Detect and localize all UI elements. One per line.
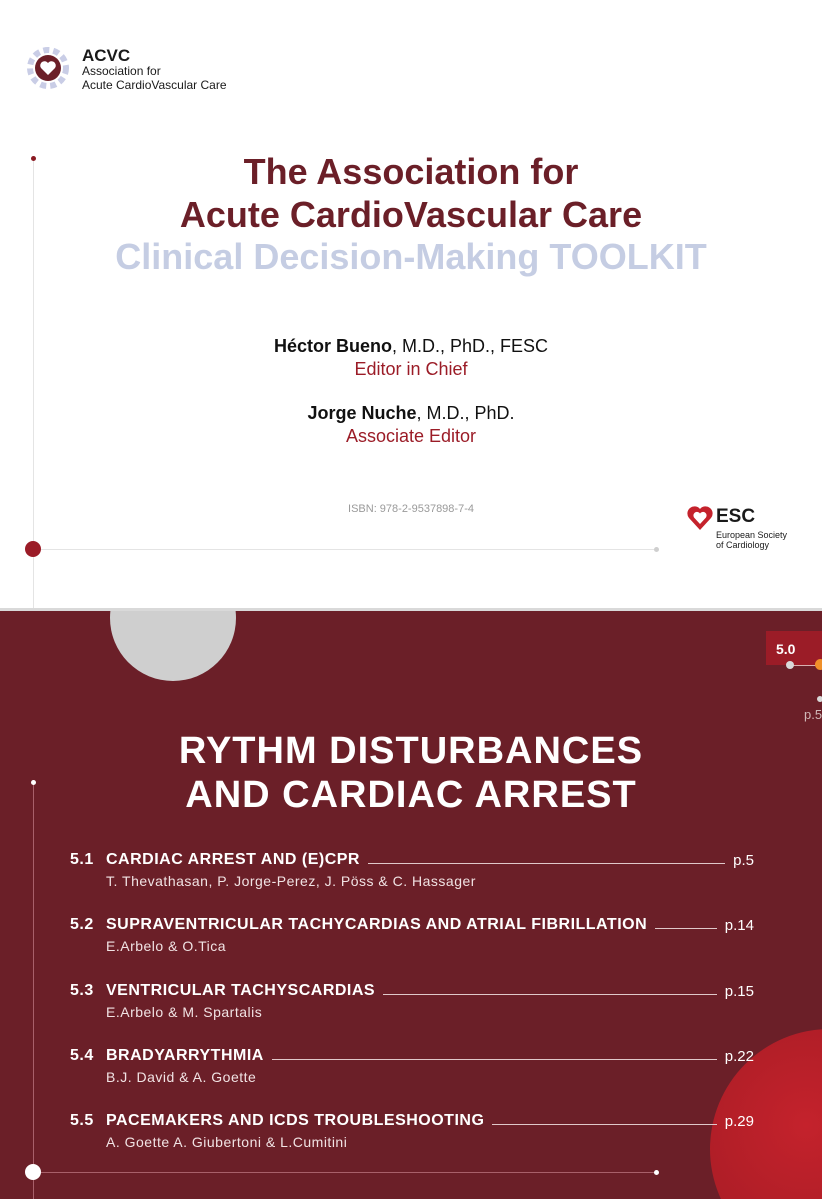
toc-title: VENTRICULAR TACHYSCARDIAS — [106, 982, 376, 999]
cover-subtitle: Clinical Decision-Making TOOLKIT — [115, 236, 707, 277]
chapter-page-ref: p.5 — [804, 707, 822, 722]
editor-chief — [0, 336, 822, 380]
toc-heading-row — [70, 851, 754, 869]
toc-page: p.15 — [724, 983, 754, 1000]
toc-item[interactable] — [70, 1047, 754, 1093]
esc-heart-logo-icon — [686, 504, 714, 532]
decorative-large-dot — [25, 541, 41, 557]
editor-role: Editor in Chief — [354, 359, 468, 379]
acvc-heart-logo-icon — [26, 46, 70, 90]
editor-name: Jorge Nuche — [307, 403, 417, 423]
toc-heading-row — [70, 982, 754, 1000]
acvc-name-line2: Acute CardioVascular Care — [82, 78, 227, 92]
toc-title: SUPRAVENTRICULAR TACHYCARDIAS AND ATRIAL FIBRILLATION — [106, 916, 648, 933]
isbn: ISBN: 978-2-9537898-7-4 — [348, 503, 474, 515]
chapter-badge: 5.0 — [766, 631, 822, 665]
toc-item[interactable] — [70, 851, 754, 897]
editor-credentials: , M.D., PhD., FESC — [391, 336, 549, 356]
toc-authors: T. Thevathasan, P. Jorge-Perez, J. Pöss & C. Hassager — [106, 873, 476, 889]
badge-small-dot — [817, 696, 822, 702]
cover-title-line2: Acute CardioVascular Care — [179, 194, 643, 235]
decorative-end-dot — [654, 547, 659, 552]
toc-item[interactable] — [70, 982, 754, 1028]
toc-page: p.22 — [724, 1048, 754, 1065]
toc-heading-row — [70, 1047, 754, 1065]
toc-title: BRADYARRYTHMIA — [106, 1047, 264, 1064]
toc-leader-line — [492, 1124, 716, 1125]
decorative-horizontal-line — [33, 549, 657, 550]
toc-leader-line — [272, 1059, 717, 1060]
toc-number: 5.5 — [70, 1112, 94, 1129]
toc-title: CARDIAC ARREST AND (E)CPR — [106, 851, 360, 868]
chapter-title-line2: AND CARDIAC ARREST — [185, 774, 637, 816]
chapter-title-line1: RYTHM DISTURBANCES — [178, 730, 644, 772]
toc-authors: A. Goette A. Giubertoni & L.Cumitini — [106, 1134, 348, 1150]
toc-authors: B.J. David & A. Goette — [106, 1069, 257, 1085]
toc-title: PACEMAKERS AND ICDS TROUBLESHOOTING — [106, 1112, 485, 1129]
chapter-page — [0, 611, 822, 1199]
toc-item[interactable] — [70, 1112, 754, 1158]
decorative-end-dot — [654, 1170, 659, 1175]
toc-page: p.14 — [724, 917, 754, 934]
esc-name-line1: European Society — [716, 530, 788, 540]
toc-item[interactable] — [70, 916, 754, 962]
toc-page: p.5 — [733, 852, 754, 869]
toc-heading-row — [70, 1112, 754, 1130]
toc-leader-line — [383, 994, 717, 995]
editor-role: Associate Editor — [345, 426, 477, 446]
toc-number: 5.4 — [70, 1047, 94, 1064]
toc-authors: E.Arbelo & O.Tica — [106, 938, 227, 954]
esc-abbreviation: ESC — [716, 506, 756, 527]
toc-number: 5.1 — [70, 851, 94, 868]
toc-leader-line — [655, 928, 717, 929]
acvc-full-name — [82, 64, 227, 92]
decorative-grey-circle — [110, 611, 236, 681]
acvc-abbreviation: ACVC — [82, 46, 131, 65]
editor-name: Héctor Bueno — [273, 336, 392, 356]
toc-leader-line — [368, 863, 725, 864]
badge-dot — [786, 661, 794, 669]
toc-number: 5.3 — [70, 982, 94, 999]
toc-number: 5.2 — [70, 916, 94, 933]
decorative-vertical-line — [33, 783, 34, 1199]
editor-credentials: , M.D., PhD. — [416, 403, 515, 423]
esc-name-line2: of Cardiology — [716, 540, 770, 550]
acvc-name-line1: Association for — [82, 64, 161, 78]
badge-orange-dot — [815, 659, 822, 670]
cover-title-line1: The Association for — [243, 151, 579, 192]
toc-heading-row — [70, 916, 754, 934]
toc-page: p.29 — [724, 1113, 754, 1130]
editor-associate — [0, 403, 822, 447]
toc-authors: E.Arbelo & M. Spartalis — [106, 1004, 263, 1020]
decorative-horizontal-line — [33, 1172, 657, 1173]
esc-full-name — [716, 530, 816, 550]
decorative-large-dot — [25, 1164, 41, 1180]
